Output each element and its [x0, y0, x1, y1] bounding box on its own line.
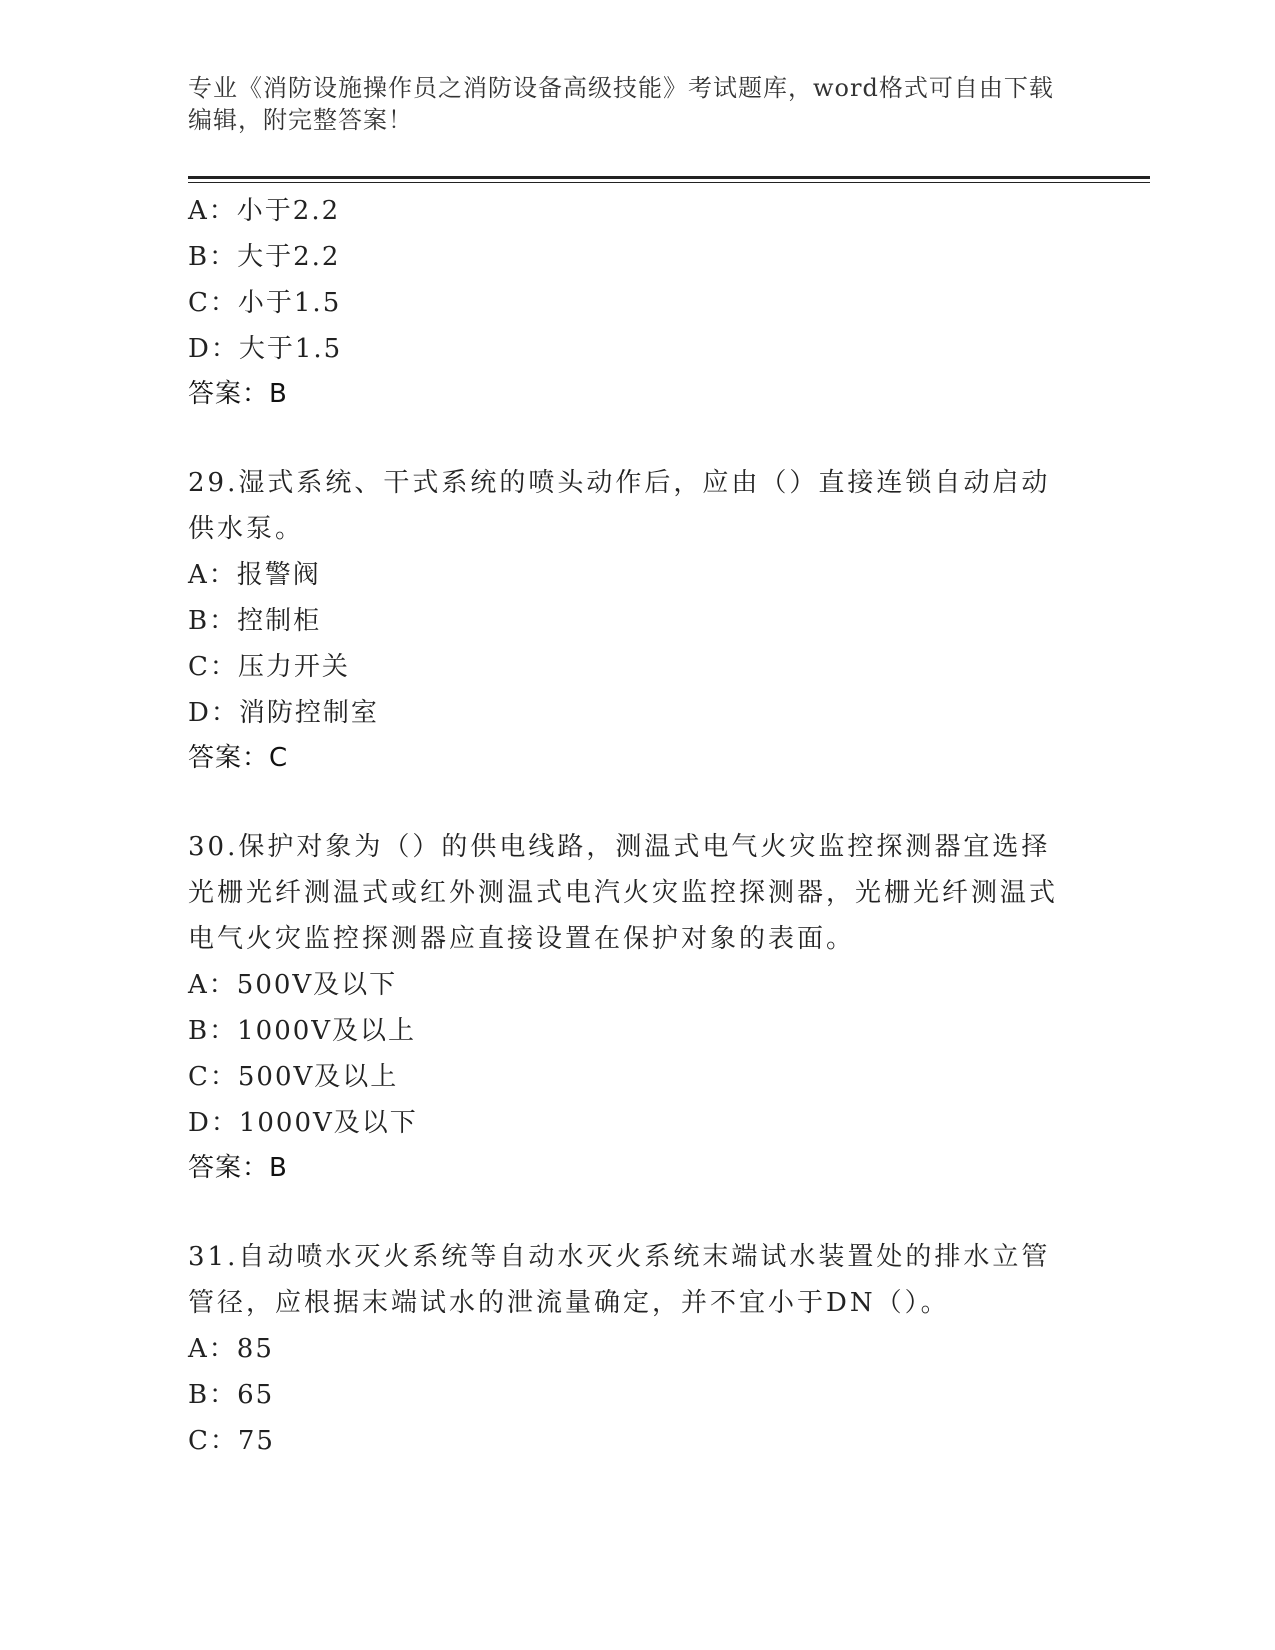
- option-b: B：控制柜: [188, 606, 322, 636]
- question-block-30: [188, 824, 1088, 1190]
- option-c: C：500V及以上: [188, 1062, 399, 1092]
- option-d: D：大于1.5: [188, 334, 343, 364]
- answer-line: 答案：B: [188, 379, 288, 409]
- answer-line: 答案：C: [188, 743, 289, 773]
- option-a: A：报警阀: [188, 560, 321, 590]
- option-b: B：大于2.2: [188, 242, 341, 272]
- question-block-31: [188, 1234, 1088, 1464]
- page-header: 专业《消防设施操作员之消防设备高级技能》考试题库，word格式可自由下载编辑，附完整答案！: [188, 74, 1054, 134]
- option-b: B：1000V及以上: [188, 1016, 417, 1046]
- option-d: D：消防控制室: [188, 698, 379, 728]
- option-a: A：小于2.2: [188, 196, 341, 226]
- question-block-28: [188, 188, 1088, 416]
- question-list: [188, 188, 1088, 1464]
- question-text: 30.保护对象为（）的供电线路，测温式电气火灾监控探测器宜选择光栅光纤测温式或红外测温式电汽火灾监控探测器，光栅光纤测温式电气火灾监控探测器应直接设置在保护对象的表面。: [188, 832, 1059, 954]
- option-a: A：500V及以下: [188, 970, 398, 1000]
- question-text: 31.自动喷水灭火系统等自动水灭火系统末端试水装置处的排水立管管径，应根据末端试水的泄流量确定，并不宜小于DN（）。: [188, 1242, 1051, 1318]
- option-d: D：1000V及以下: [188, 1108, 418, 1138]
- option-a: A：85: [188, 1334, 274, 1364]
- answer-line: 答案：B: [188, 1153, 288, 1183]
- option-b: B：65: [188, 1380, 275, 1410]
- question-text: 29.湿式系统、干式系统的喷头动作后，应由（）直接连锁自动启动供水泵。: [188, 468, 1051, 544]
- option-c: C：压力开关: [188, 652, 350, 682]
- option-c: C：75: [188, 1426, 275, 1456]
- header-rule-thin: [188, 182, 1150, 183]
- option-c: C：小于1.5: [188, 288, 342, 318]
- question-block-29: [188, 460, 1088, 780]
- header-rule-thick: [188, 176, 1150, 179]
